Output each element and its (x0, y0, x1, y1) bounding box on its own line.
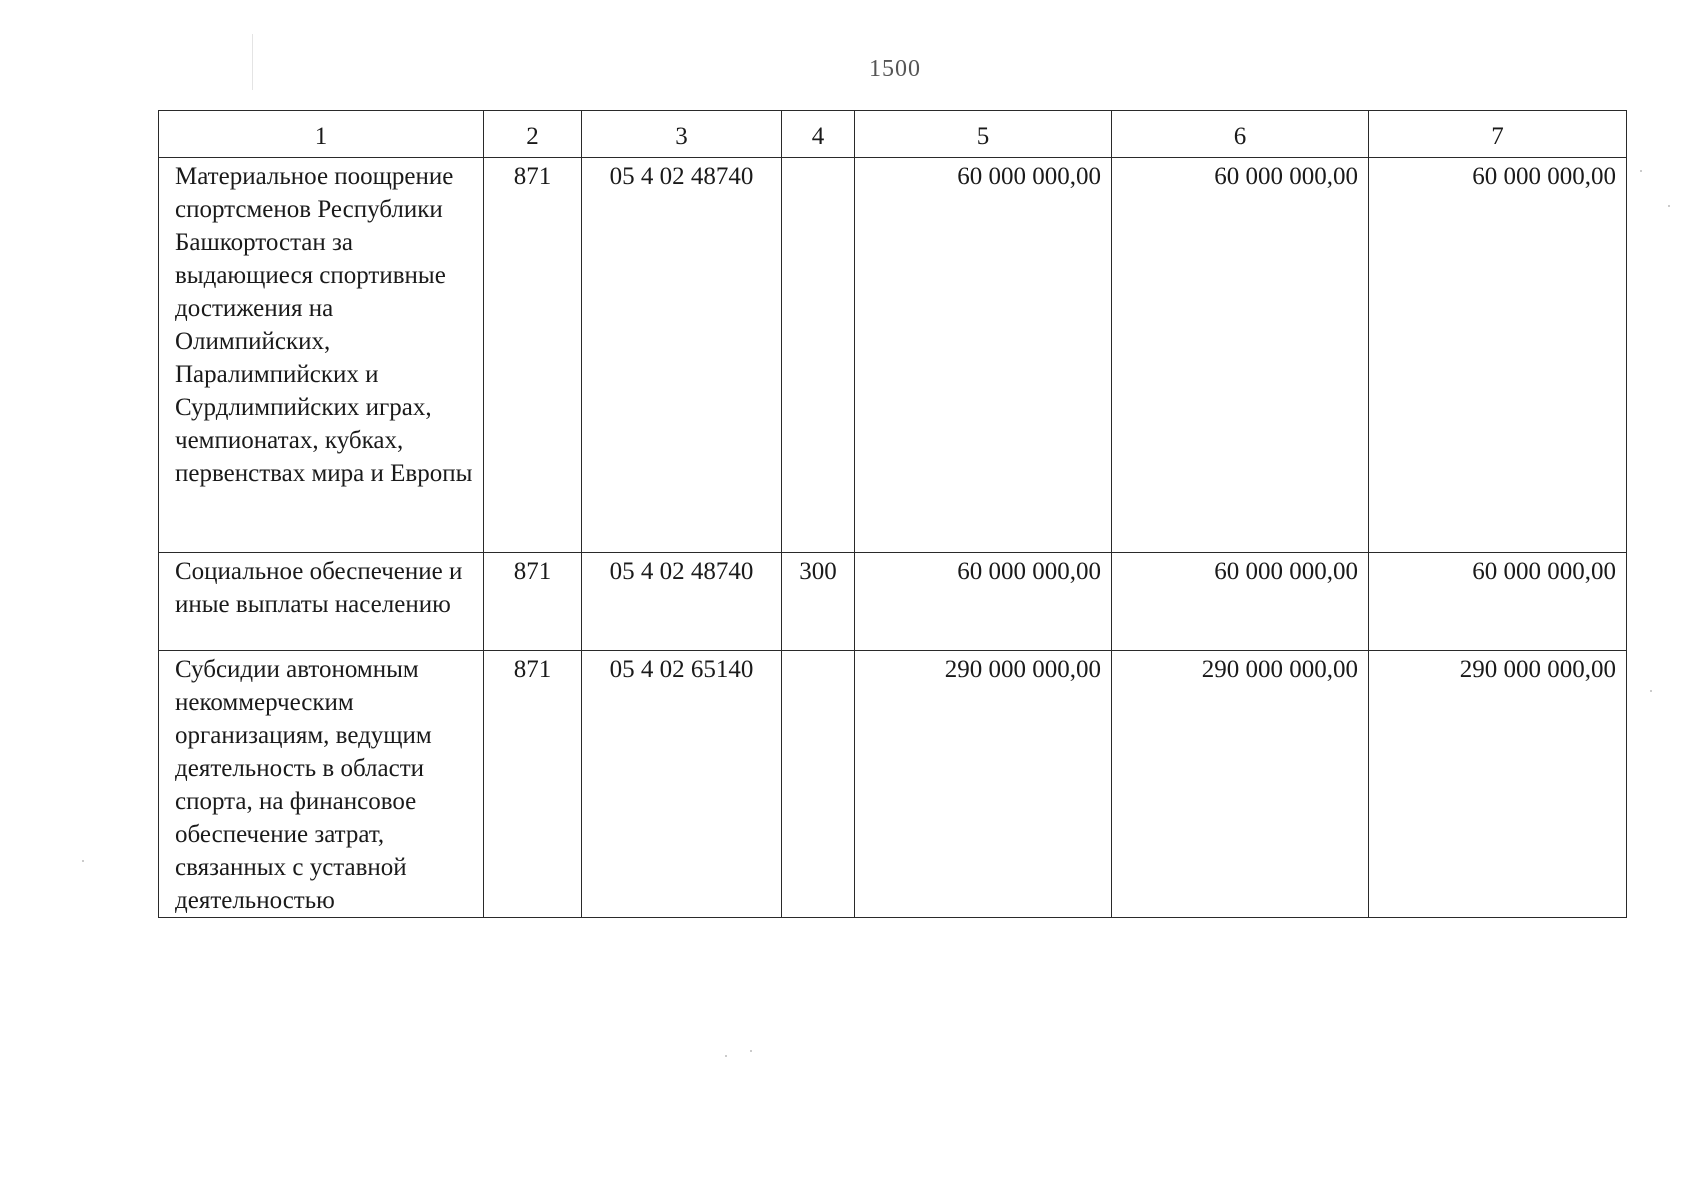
row-name-cell: Социальное обеспечение и иные выплаты населению (159, 553, 484, 651)
target-code-cell: 05 4 02 48740 (582, 158, 782, 553)
expense-type-cell (782, 651, 855, 918)
scan-speck (82, 860, 84, 862)
amount-cell: 60 000 000,00 (1112, 158, 1369, 553)
table-row (159, 553, 1627, 651)
table-header-row (159, 111, 1627, 158)
scan-speck (1668, 205, 1670, 207)
column-header: 6 (1112, 111, 1369, 158)
column-header: 3 (582, 111, 782, 158)
column-header: 4 (782, 111, 855, 158)
amount-cell: 60 000 000,00 (1369, 158, 1627, 553)
column-header: 1 (159, 111, 484, 158)
column-header: 2 (484, 111, 582, 158)
amount-cell: 60 000 000,00 (1369, 553, 1627, 651)
target-code-cell: 05 4 02 65140 (582, 651, 782, 918)
scan-speck (750, 1050, 752, 1052)
expense-type-cell: 300 (782, 553, 855, 651)
expense-type-cell (782, 158, 855, 553)
scan-speck (1650, 690, 1652, 692)
scan-speck (1640, 170, 1642, 172)
column-header: 5 (855, 111, 1112, 158)
row-name-cell: Субсидии автономным некоммерческим организациям, ведущим деятельность в области спорта, на финансовое обеспечение затрат, связанных с уставной деятельностью (159, 651, 484, 918)
column-header: 7 (1369, 111, 1627, 158)
amount-cell: 290 000 000,00 (1112, 651, 1369, 918)
table-row (159, 158, 1627, 553)
admin-code-cell: 871 (484, 651, 582, 918)
row-name-cell: Материальное поощрение спортсменов Республики Башкортостан за выдающиеся спортивные достижения на Олимпийских, Паралимпийских и Сурдлимпийских играх, чемпионатах, кубках, первенствах мира и Европы (159, 158, 484, 553)
admin-code-cell: 871 (484, 158, 582, 553)
amount-cell: 60 000 000,00 (855, 158, 1112, 553)
amount-cell: 60 000 000,00 (855, 553, 1112, 651)
admin-code-cell: 871 (484, 553, 582, 651)
scan-speck (725, 1055, 727, 1057)
amount-cell: 60 000 000,00 (1112, 553, 1369, 651)
target-code-cell: 05 4 02 48740 (582, 553, 782, 651)
amount-cell: 290 000 000,00 (1369, 651, 1627, 918)
budget-table (158, 110, 1627, 918)
amount-cell: 290 000 000,00 (855, 651, 1112, 918)
table-row (159, 651, 1627, 918)
page-number: 1500 (869, 56, 921, 82)
